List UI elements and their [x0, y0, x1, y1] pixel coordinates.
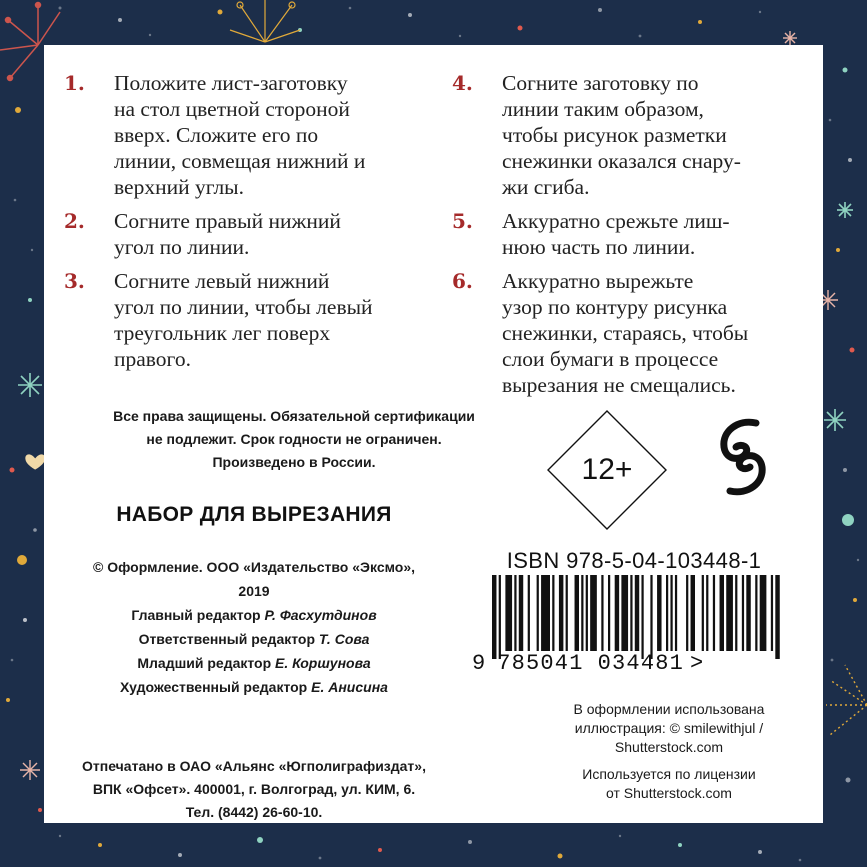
- isbn-label: ISBN 978-5-04-103448-1: [506, 548, 762, 573]
- barcode-bar: [621, 575, 628, 651]
- barcode-bar: [492, 575, 496, 659]
- steps-column-left: [64, 70, 424, 380]
- eksmo-logo-icon: [716, 417, 770, 497]
- barcode-bar: [581, 575, 583, 651]
- barcode-bar: [666, 575, 668, 651]
- step-number: 3.: [64, 269, 85, 293]
- barcode-bar: [760, 575, 767, 651]
- barcode-bar: [675, 575, 677, 651]
- barcode-bar: [586, 575, 588, 651]
- step-text: Согните заготовку по линии таким образом, чтобы рисунок разметки снежинки оказался снару- жи сгиба.: [502, 71, 741, 199]
- barcode-bar: [691, 575, 695, 651]
- step-number: 4.: [452, 71, 473, 95]
- barcode-quiet-zone-marker: >: [690, 651, 704, 676]
- legal-notice: [64, 405, 524, 474]
- barcode-bar: [519, 575, 523, 651]
- step-item: [452, 70, 812, 200]
- barcode-icon: [492, 575, 782, 659]
- license-line: от Shutterstock.com: [606, 785, 732, 801]
- barcode-bar: [552, 575, 554, 651]
- barcode-bar: [755, 575, 757, 651]
- barcode-bar: [742, 575, 744, 651]
- copyright-year: 2019: [238, 583, 270, 599]
- attribution-line: иллюстрация: © smilewithjul /: [574, 720, 764, 736]
- responsible-editor-label: Ответственный редактор: [138, 631, 319, 647]
- junior-editor-row: [64, 651, 444, 675]
- barcode-bar: [601, 575, 603, 651]
- junior-editor-label: Младший редактор: [137, 655, 272, 671]
- barcode-bar: [635, 575, 639, 651]
- step-item: [452, 268, 812, 398]
- steps-column-right: [452, 70, 812, 406]
- legal-line: Произведено в России.: [212, 454, 376, 470]
- step-text: Аккуратно вырежьте узор по контуру рисунка снежинки, стараясь, чтобы слои бумаги в процессе вырезания не смещались.: [502, 269, 749, 397]
- barcode-bar: [720, 575, 724, 651]
- step-number: 2.: [64, 209, 85, 233]
- legal-line: Все права защищены. Обязательной сертификации: [113, 408, 475, 424]
- responsible-editor-row: [64, 627, 444, 651]
- step-text: Аккуратно срежьте лиш- нюю часть по линии.: [502, 209, 730, 259]
- art-editor-name: Е. Анисина: [311, 679, 388, 695]
- responsible-editor-name: Т. Сова: [318, 631, 370, 647]
- barcode-bar: [686, 575, 688, 651]
- barcode-bar: [590, 575, 597, 651]
- barcode-bar: [657, 575, 661, 651]
- barcode-bar: [746, 575, 750, 651]
- step-number: 6.: [452, 269, 473, 293]
- barcode-bar: [505, 575, 512, 651]
- barcode-bar: [650, 575, 652, 659]
- barcode-group-left: 785041: [497, 651, 584, 676]
- barcode-first-digit: 9: [472, 651, 486, 676]
- step-item: [64, 268, 424, 372]
- barcode-bar: [706, 575, 708, 651]
- product-title: НАБОР ДЛЯ ВЫРЕЗАНИЯ: [116, 503, 392, 526]
- barcode-bar: [735, 575, 737, 651]
- starburst-icon: [230, 0, 300, 42]
- barcode-bar: [608, 575, 610, 651]
- illustration-attribution: [534, 700, 804, 757]
- step-number: 1.: [64, 71, 85, 95]
- junior-editor-name: Е. Коршунова: [275, 655, 371, 671]
- barcode-bar: [630, 575, 632, 651]
- barcode-digits: [472, 651, 802, 676]
- barcode-bar: [566, 575, 568, 651]
- barcode-bar: [559, 575, 563, 651]
- barcode-group-right: 034481: [597, 651, 685, 676]
- barcode-bar: [528, 575, 530, 651]
- printer-line: ВПК «Офсет». 400001, г. Волгоград, ул. КИМ, 6.: [92, 781, 416, 797]
- step-item: [452, 208, 812, 260]
- step-item: [64, 208, 424, 260]
- license-line: Используется по лицензии: [582, 766, 756, 782]
- step-text: Согните левый нижний угол по линии, чтобы левый треугольник лег поверх правого.: [114, 269, 373, 371]
- printer-info: [59, 755, 449, 824]
- barcode-bar: [726, 575, 733, 651]
- heart-icon: [25, 454, 45, 469]
- instruction-card: [44, 45, 823, 823]
- chief-editor-row: [64, 603, 444, 627]
- barcode-bar: [775, 575, 779, 659]
- attribution-line: Shutterstock.com: [614, 739, 724, 755]
- barcode-bar: [670, 575, 672, 651]
- barcode-bar: [641, 575, 643, 659]
- barcode-bar: [541, 575, 550, 651]
- step-text: Согните правый нижний угол по линии.: [114, 209, 341, 259]
- attribution-line: В оформлении использована: [573, 701, 765, 717]
- chief-editor-label: Главный редактор: [131, 607, 261, 623]
- barcode-bar: [537, 575, 539, 651]
- step-text: Положите лист-заготовку на стол цветной стороной вверх. Сложите его по линии, совмещая нижний и верхний углы.: [114, 71, 366, 199]
- step-item: [64, 70, 424, 200]
- barcode-bar: [771, 575, 773, 651]
- printer-line: Отпечатано в ОАО «Альянс «Югполиграфиздат»,: [82, 758, 426, 774]
- barcode-bar: [702, 575, 704, 651]
- barcode-bar: [514, 575, 516, 651]
- starburst-icon: [826, 665, 867, 735]
- barcode-bar: [615, 575, 619, 651]
- barcode-bar: [499, 575, 501, 659]
- step-number: 5.: [452, 209, 473, 233]
- art-editor-label: Художественный редактор: [120, 679, 308, 695]
- printer-phone: Тел. (8442) 26-60-10.: [185, 804, 323, 820]
- art-editor-row: [64, 675, 444, 699]
- legal-line: не подлежит. Срок годности не ограничен.: [146, 431, 442, 447]
- credits-block: [64, 555, 444, 699]
- chief-editor-name: Р. Фасхутдинов: [264, 607, 377, 623]
- barcode-bar: [575, 575, 579, 651]
- barcode-bar: [713, 575, 715, 651]
- license-note: [534, 765, 804, 803]
- age-rating: 12+: [581, 453, 633, 486]
- copyright-line: © Оформление. ООО «Издательство «Эксмо»,: [93, 559, 415, 575]
